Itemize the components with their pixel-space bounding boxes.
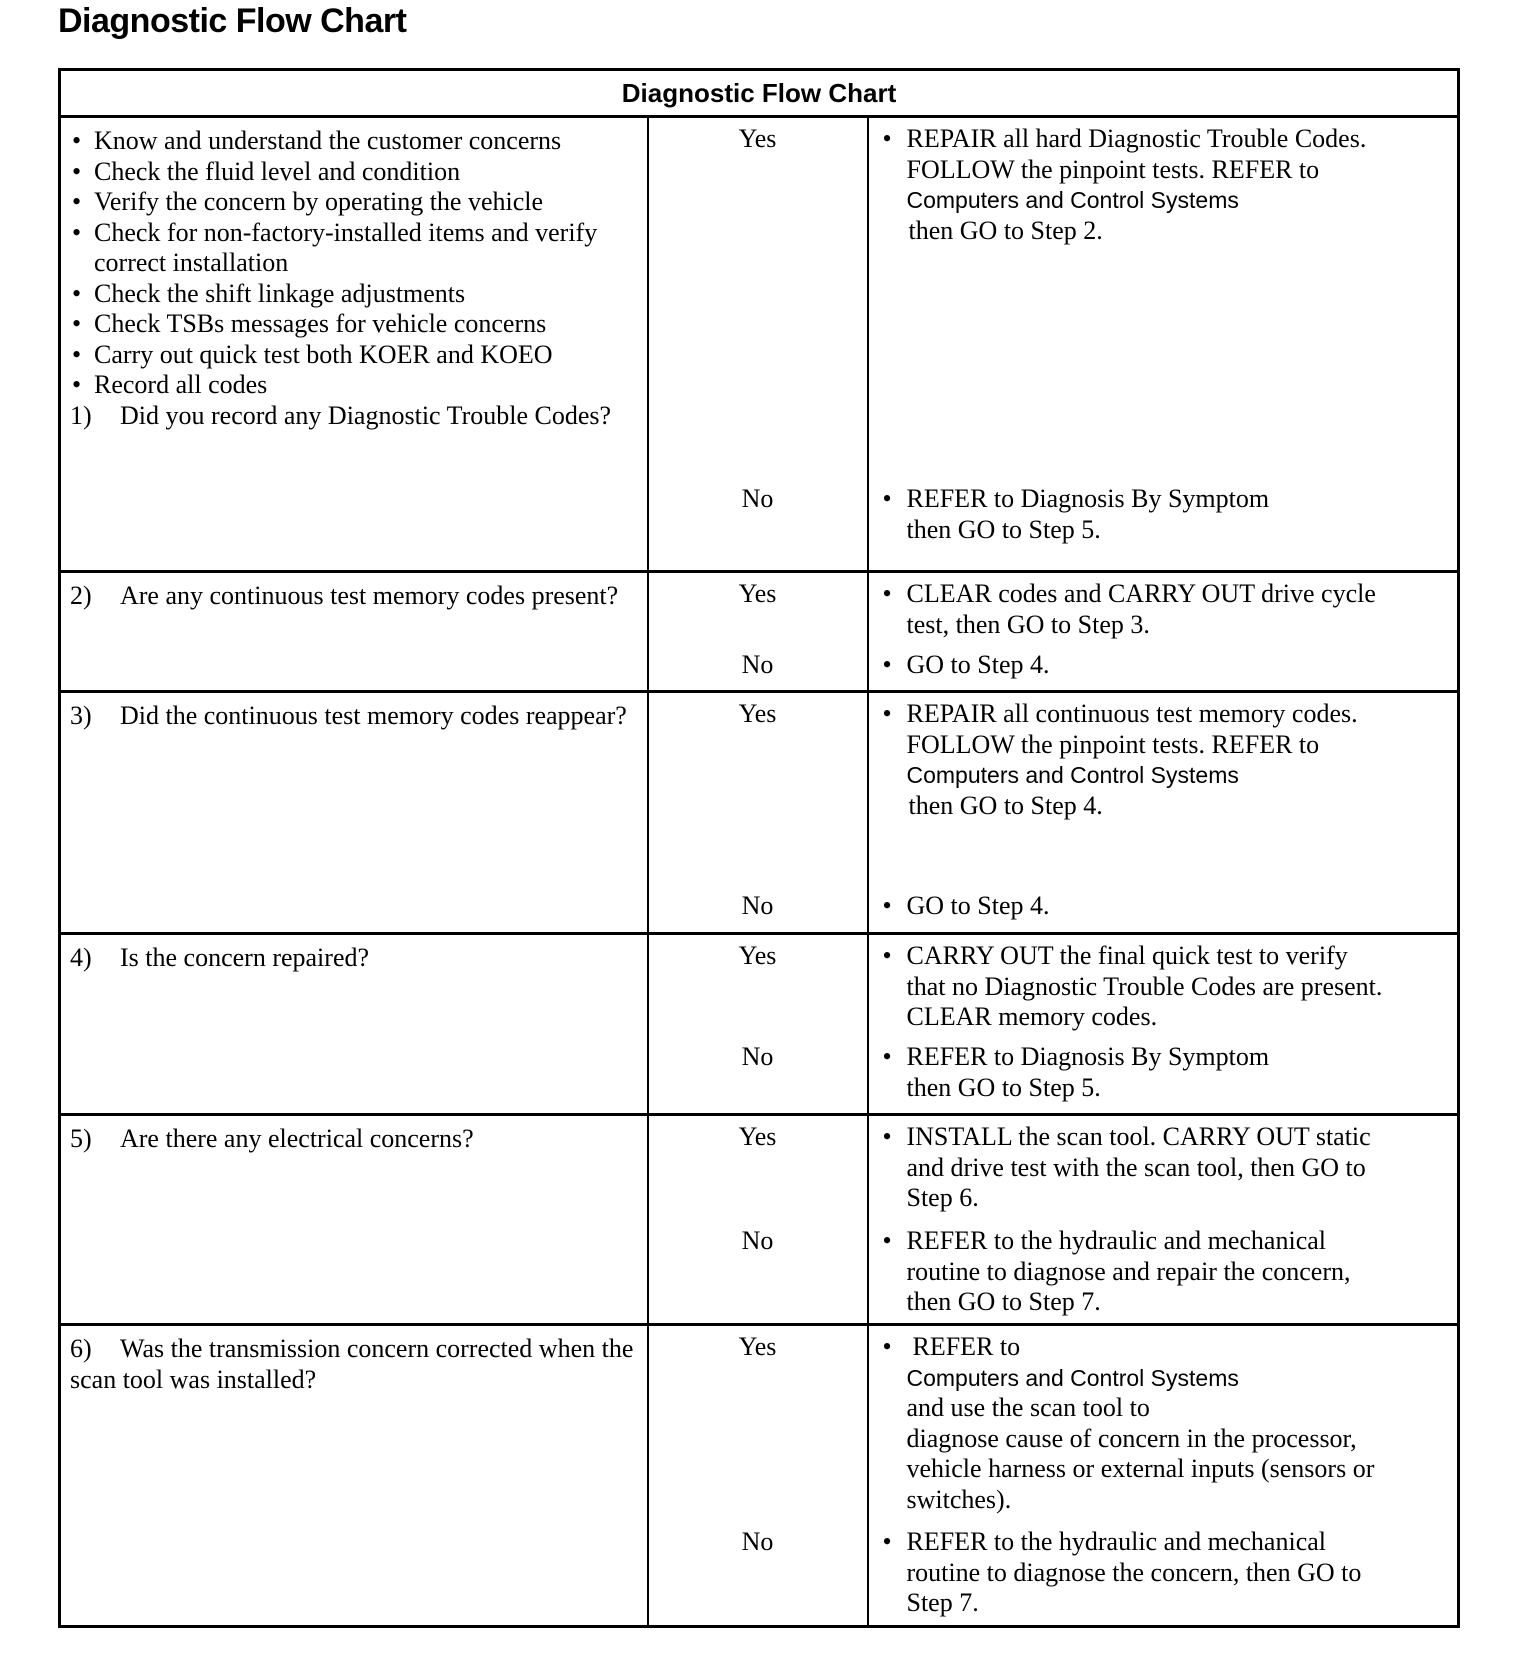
reference-link: Computers and Control Systems [906, 187, 1239, 213]
yes-label: Yes [738, 1332, 777, 1361]
question-cell [60, 1325, 648, 1627]
yes-label: Yes [738, 941, 777, 970]
question-cell [60, 117, 648, 572]
answer-cell [648, 572, 868, 692]
answer-cell [648, 117, 868, 572]
table-row-step-1 [60, 117, 1459, 572]
list-item: • Carry out quick test both KOER and KOEO [70, 340, 639, 371]
yes-label: Yes [738, 124, 777, 153]
question-text: Is the concern repaired? [120, 943, 370, 972]
question-cell [60, 572, 648, 692]
step-question [70, 401, 639, 432]
yes-action: • REPAIR all hard Diagnostic Trouble Codes. FOLLOW the pinpoint tests. REFER to Computers and Control Systems then GO to Step 2. [883, 124, 1450, 246]
action-cell [868, 1325, 1459, 1627]
bullet-icon: • [882, 1332, 892, 1361]
yes-action: • INSTALL the scan tool. CARRY OUT static and drive test with the scan tool, then GO to Step 6. [882, 1122, 1371, 1212]
yes-label: Yes [738, 699, 777, 728]
table-row-step-2 [60, 572, 1459, 692]
action-cell [868, 572, 1459, 692]
no-label: No [741, 891, 774, 920]
bullet-icon: • [882, 1226, 892, 1255]
step-question [70, 581, 639, 612]
table-row-step-4 [60, 934, 1459, 1115]
step-number: 6) [70, 1334, 92, 1363]
no-label: No [741, 484, 774, 513]
no-action: • GO to Step 4. [882, 891, 1050, 920]
question-text: Did the continuous test memory codes reappear? [120, 701, 627, 730]
step-question [70, 1334, 639, 1395]
bullet-icon: • [882, 891, 892, 920]
table-row-step-6 [60, 1325, 1459, 1627]
page-title: Diagnostic Flow Chart [58, 2, 407, 40]
step-question [70, 701, 639, 732]
table-header: Diagnostic Flow Chart [60, 70, 1459, 117]
table-row-step-3 [60, 692, 1459, 934]
action-cell [868, 1115, 1459, 1325]
yes-label: Yes [738, 1122, 777, 1151]
step-question [70, 1124, 639, 1155]
list-item: • Verify the concern by operating the vehicle [70, 187, 639, 218]
bullet-icon: • [882, 941, 892, 970]
step-number: 5) [70, 1124, 92, 1153]
list-item: • Check TSBs messages for vehicle concerns [70, 309, 639, 340]
step-number: 3) [70, 701, 92, 730]
diagnostic-flow-table [58, 68, 1460, 1628]
question-text: Are any continuous test memory codes present? [120, 581, 619, 610]
bullet-icon: • [882, 1122, 892, 1151]
list-item: • Know and understand the customer concerns [70, 126, 639, 157]
question-text: Are there any electrical concerns? [120, 1124, 474, 1153]
bullet-icon: • [882, 1042, 892, 1071]
question-cell [60, 1115, 648, 1325]
reference-link: Computers and Control Systems [906, 762, 1239, 788]
list-item: • Check the shift linkage adjustments [70, 279, 639, 310]
question-cell [60, 934, 648, 1115]
bullet-icon: • [882, 579, 892, 608]
no-label: No [741, 1226, 774, 1255]
list-item: • Check the fluid level and condition [70, 157, 639, 188]
no-label: No [741, 650, 774, 679]
no-action: • GO to Step 4. [882, 650, 1050, 679]
list-item: • Check for non-factory-installed items and verify correct installation [70, 218, 639, 279]
step-number: 4) [70, 943, 92, 972]
yes-action: • CLEAR codes and CARRY OUT drive cycle test, then GO to Step 3. [882, 579, 1376, 639]
bullet-icon: • [882, 124, 892, 153]
bullet-icon: • [882, 1527, 892, 1556]
no-label: No [741, 1527, 774, 1556]
no-label: No [741, 1042, 774, 1071]
bullet-icon: • [882, 484, 892, 513]
step-question [70, 943, 639, 974]
no-action: • REFER to the hydraulic and mechanical routine to diagnose and repair the concern, then GO to Step 7. [882, 1226, 1351, 1316]
answer-cell [648, 1115, 868, 1325]
step-number: 1) [70, 400, 92, 430]
question-cell [60, 692, 648, 934]
preconditions-list [70, 126, 639, 401]
action-cell [868, 117, 1459, 572]
action-cell [868, 934, 1459, 1115]
action-cell [868, 692, 1459, 934]
bullet-icon: • [882, 650, 892, 679]
list-item: • Record all codes [70, 370, 639, 401]
table-row-step-5 [60, 1115, 1459, 1325]
answer-cell [648, 692, 868, 934]
step-number: 2) [70, 581, 92, 610]
no-action: • REFER to the hydraulic and mechanical routine to diagnose the concern, then GO to Step 7. [882, 1527, 1362, 1617]
yes-action: • CARRY OUT the final quick test to verify that no Diagnostic Trouble Codes are present. CLEAR memory codes. [882, 941, 1383, 1031]
answer-cell [648, 1325, 868, 1627]
yes-label: Yes [738, 579, 777, 608]
question-text: Did you record any Diagnostic Trouble Codes? [120, 400, 612, 430]
no-action: • REFER to Diagnosis By Symptom then GO to Step 5. [882, 1042, 1270, 1102]
no-action: • REFER to Diagnosis By Symptom then GO to Step 5. [882, 484, 1270, 544]
reference-link: Computers and Control Systems [906, 1364, 1239, 1391]
question-text: Was the transmission concern corrected when the scan tool was installed? [70, 1334, 634, 1394]
yes-action: • REPAIR all continuous test memory codes. FOLLOW the pinpoint tests. REFER to Computers and Control Systems then GO to Step 4. [883, 699, 1450, 821]
answer-cell [648, 934, 868, 1115]
bullet-icon: • [882, 699, 892, 728]
yes-action: • REFER to Computers and Control Systems and use the scan tool to diagnose cause of concern in the processor, vehicle harness or external inputs (sensors or switches). [883, 1332, 1450, 1515]
